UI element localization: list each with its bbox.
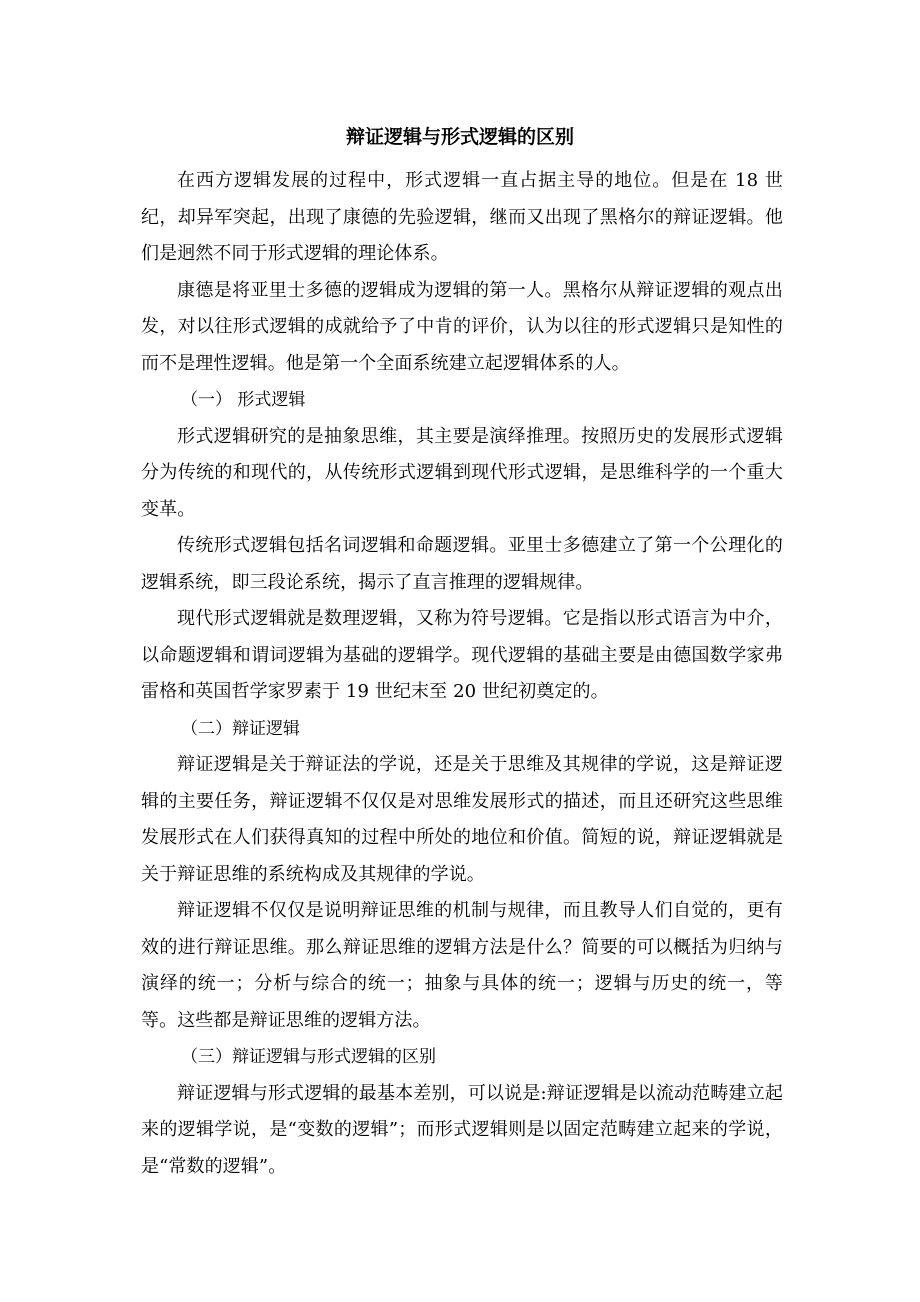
paragraph-difference: 辩证逻辑与形式逻辑的最基本差别，可以说是:辩证逻辑是以流动范畴建立起来的逻辑学说，是“变数的逻辑”；而形式逻辑则是以固定范畴建立起来的学说，是“常数的逻辑”。 <box>141 1082 783 1177</box>
paragraph-modern-formal-logic: 现代形式逻辑就是数理逻辑，又称为符号逻辑。它是指以形式语言为中介，以命题逻辑和谓词逻辑为基础的逻辑学。现代逻辑的基础主要是由德国数学家弗雷格和英国哲学家罗素于 19 世纪末至 20 世纪初奠定的。 <box>141 608 783 702</box>
paragraph-western-logic-history: 在西方逻辑发展的过程中，形式逻辑一直占据主导的地位。但是在 18 世纪，却异军突起，出现了康德的先验逻辑，继而又出现了黑格尔的辩证逻辑。他们是迥然不同于形式逻辑的理论体系。 <box>141 170 783 264</box>
document-body <box>141 163 783 1185</box>
section-heading-difference: （三）辩证逻辑与形式逻辑的区别 <box>181 1047 436 1067</box>
paragraph-kant-hegel: 康德是将亚里士多德的逻辑成为逻辑的第一人。黑格尔从辩证逻辑的观点出发，对以往形式逻辑的成就给予了中肯的评价，认为以往的形式逻辑只是知性的而不是理性逻辑。他是第一个全面系统建立起逻辑体系的人。 <box>141 279 783 374</box>
paragraph-dialectical-thinking-methods: 辩证逻辑不仅仅是说明辩证思维的机制与规律，而且教导人们自觉的，更有效的进行辩证思维。那么辩证思维的逻辑方法是什么？简要的可以概括为归纳与演绎的统一；分析与综合的统一；抽象与具体的统一；逻辑与历史的统一，等等。这些都是辩证思维的逻辑方法。 <box>141 900 783 1031</box>
section-heading-dialectical-logic: （二）辩证逻辑 <box>181 718 300 739</box>
paragraph-formal-logic-definition: 形式逻辑研究的是抽象思维，其主要是演绎推理。按照历史的发展形式逻辑分为传统的和现代的，从传统形式逻辑到现代形式逻辑，是思维科学的一个重大变革。 <box>141 425 783 520</box>
section-heading-formal-logic: （一） 形式逻辑 <box>181 390 306 410</box>
paragraph-traditional-formal-logic: 传统形式逻辑包括名词逻辑和命题逻辑。亚里士多德建立了第一个公理化的逻辑系统，即三段论系统，揭示了直言推理的逻辑规律。 <box>141 535 783 593</box>
page-title: 辩证逻辑与形式逻辑的区别 <box>345 126 574 148</box>
paragraph-dialectical-logic-definition: 辩证逻辑是关于辩证法的学说，还是关于思维及其规律的学说，这是辩证逻辑的主要任务，辩证逻辑不仅仅是对思维发展形式的描述，而且还研究这些思维发展形式在人们获得真知的过程中所处的地位和价值。简短的说，辩证逻辑就是关于辩证思维的系统构成及其规律的学说。 <box>141 754 783 885</box>
